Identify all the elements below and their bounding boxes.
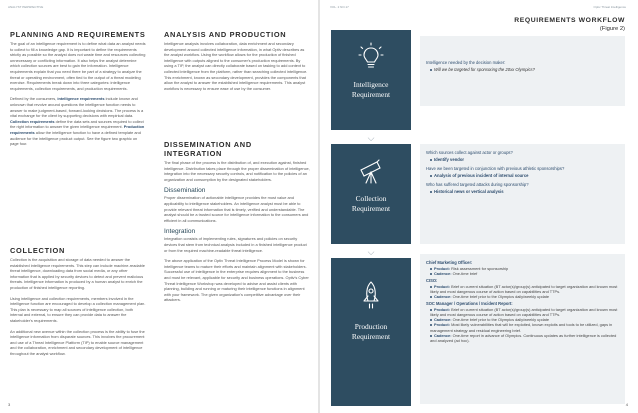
stage-2-label-line1: Collection (355, 194, 387, 203)
stage-1-label (331, 80, 411, 99)
key-term: Production requirements (10, 124, 145, 135)
row-key: Cadence: (434, 317, 452, 323)
production-panel (420, 254, 625, 404)
intel-question: Intelligence needed by the decision maker: (426, 60, 506, 65)
collection-answer-2 (426, 173, 619, 179)
row-value: One-time brief (452, 270, 478, 276)
bullet-icon (430, 273, 432, 275)
bullet-icon (430, 319, 432, 321)
lightbulb-icon (358, 42, 384, 72)
bullet-icon (430, 191, 432, 193)
brand-name: Optiv Threat Intelligence (593, 5, 626, 9)
rocket-icon (357, 280, 385, 312)
bullet-icon (430, 175, 432, 177)
stage-3-label-line1: Production (354, 322, 388, 331)
collection-answer-2-text: Analysis of previous incident of internal source (434, 173, 529, 178)
row-key: Cadence: (434, 332, 452, 338)
stage-collection-requirement (331, 144, 411, 244)
planning-paragraph-1: The goal of an intelligence requirement is to define what data an analyst needs to collect to fill a knowledge gap. It is important to define the requirements strictly as possible so the analyst does not waste time and resources collecting unnecessary or conflicting information. It also helps the analyst determine which collection sources are best to gain the information. Intelligence requirements explain that you need there be part of a strategy to analyze the threat or operating environment, often tied to the output of a threat modeling exercise. Requirements break down into three categories: intelligence requirements, collection requirements, and production requirements. (10, 41, 146, 91)
bullet-icon (430, 69, 432, 71)
collection-question-2: Have we been targeted in conjunction with previous athletic sponsorships? (426, 166, 565, 171)
bullet-icon (430, 286, 432, 288)
row-key: Product: (434, 283, 450, 289)
collection-panel (420, 144, 625, 244)
row-key: Product: (434, 322, 450, 328)
bullet-icon (430, 324, 432, 326)
chevron-down-icon: ⌵ (367, 247, 375, 257)
collection-answer-1-text: Identify vendor (434, 157, 465, 162)
chevron-down-icon: ⌵ (367, 133, 375, 143)
collection-question-3: Who has suffered targeted attacks during sponsorship? (426, 182, 529, 187)
bullet-icon (430, 296, 432, 298)
collection-paragraph-1: Collection is the acquisition and storage of data needed to answer the established intelligence requirements. This step can include machine-readable threat intelligence, downloading data from social media, or any other information that is applied by security devices to detect and prevent malicious threats. Intelligence information is produced by a human analyst to enrich the production of finished intelligence reporting. (10, 257, 145, 290)
row-value: One-time report in advance of Olympics. Continuous updates as further intelligence is collected and analyzed (ad hoc). (430, 332, 617, 344)
stage-1-label-line2: Requirement (351, 89, 391, 99)
analysis-section (164, 30, 310, 96)
dissemination-heading: DISSEMINATION AND INTEGRATION (164, 140, 252, 158)
left-page (0, 0, 318, 413)
collection-section (10, 246, 146, 362)
planning-section (10, 30, 146, 152)
workflow-title: REQUIREMENTS WORKFLOW (514, 17, 625, 24)
stage-2-label-line2: Requirement (351, 203, 391, 213)
dissemination-section (164, 140, 310, 308)
production-role-cmo: Chief Marketing Officer: (426, 260, 473, 265)
planning-paragraph-2: Defined by the consumers, intelligence requirements include known and unknown that revolve around questions the intelligence function needs to answer to make judgment-based, forward-looking decisions. The process is a vital exchange for the client by supporting decisions with empirical data. Collection requirements define the data sets and sources required to collect the right information to answer the given intelligence requirement. Production requirements allow the intelligence function to have a defined template and audience for the intelligence product output. See the figure two graphic on page four. (10, 96, 145, 147)
analysis-paragraph-1: Intelligence analysis involves collaboration, data enrichment and secondary development around collected intelligence information, in what Optiv describes as the analyst workflow. Using the workflow allows for the production of finished intelligence with outputs aligned to the consumer's production requirements. By using a TIP, the analyst can directly collaborate based on tasking to add context to collected intelligence from the platform, rather than searching collected intelligence. This enrichment, known as secondary development, provides the components that allow the analyst to answer the established intelligence requirements. This analyst workflow is necessary to ensure ease of use by the consumer. (164, 41, 308, 91)
collection-answer-3-text: Historical news or vertical analysis (434, 189, 504, 194)
production-role-ciso: CISO: (426, 278, 438, 283)
analysis-heading: ANALYSIS AND PRODUCTION (164, 30, 287, 39)
row-value: Most likely vulnerabilities that will be exploited, known exploits and tools to be utilized, gaps in management strategy and residual engineering brief. (430, 322, 613, 333)
dissemination-subheading: Dissemination (164, 187, 206, 195)
bullet-icon (430, 309, 432, 311)
collection-paragraph-2: Using intelligence and collection requirements, members involved in the intelligence function are encouraged to develop a collection management plan. This plan is necessary to map all sources of intelligence collection, both internal and external, to ensure they can provide data to answer the stakeholder's requirements. (10, 295, 146, 323)
row-value: Brief on current situation (BT actor(s)/group(s) anticipated to target organization and known most likely and most dangerous course of action based on capabilities and TTPs. (430, 283, 618, 294)
row-key: Product: (434, 265, 450, 271)
stage-intelligence-requirement (331, 30, 411, 130)
planning-heading: PLANNING AND REQUIREMENTS (10, 30, 146, 39)
row-value: Risk assessment for sponsorship (451, 265, 509, 271)
production-row (426, 322, 619, 332)
row-value: One-time brief prior to the Olympics daily/weekly update (452, 317, 550, 323)
collection-answer-3 (426, 189, 619, 195)
stage-3-label-line2: Requirement (351, 331, 391, 341)
right-running-head: VOL. 2 NO.17 (330, 5, 349, 9)
stage-3-label (331, 322, 411, 341)
production-row (426, 294, 619, 299)
bullet-icon (430, 335, 432, 337)
integration-paragraph-2: The above application of the Optiv Threat Intelligence Process Model is shown for intelligence teams to mature their efforts and maintain alignment with stakeholders. Successful use of intelligence in the enterprise requires alignment to the business and must be relevant, applicable for security and business operations. Optiv's Cyber Threat Intelligence Workshop was developed to advise and assist clients with planning, building and running or maturing their intelligence functions in alignment with your framework. The given organization's competitive advantage over their attackers. (164, 258, 309, 303)
collection-question-1: Which sources collect against actor or groups? (426, 150, 513, 155)
bullet-icon (430, 268, 432, 270)
production-role-soc: SOC Manager / Operations / Incident Report: (426, 301, 513, 307)
stage-2-label (331, 194, 411, 213)
intel-answer (426, 67, 619, 73)
bullet-icon (430, 159, 432, 161)
left-running-head: ANALYST PERSPECTIVE (8, 5, 44, 9)
stage-1-label-line1: Intelligence (353, 80, 389, 89)
key-term: Collection requirements (10, 118, 55, 124)
key-term: intelligence requirements (57, 96, 105, 102)
integration-paragraph-1: Integration consists of implementing rules, signatures and policies on security devices that stem from technical analysis included in a finished intelligence product or from the required machine-readable threat intelligence. (164, 236, 307, 253)
production-row (426, 271, 619, 276)
dissemination-text: Proper dissemination of actionable intelligence provides the most value and applicability to intelligence stakeholders. An intelligence analyst must be able to provide relevant threat information that is timely, verified and understandable. The analyst should be a trusted source for intelligence information to the consumers and efficient in all communications. (164, 195, 309, 223)
row-key: Cadence: (434, 294, 452, 299)
left-page-number: 3 (8, 402, 11, 407)
row-key: Product: (434, 306, 450, 312)
right-page-number: 4 (625, 402, 628, 407)
production-row (426, 307, 619, 317)
row-key: Cadence: (434, 270, 452, 276)
dissemination-intro: The final phase of the process is the distribution of, and execution against, finished intelligence. Distribution takes place through the proper dissemination of intelligence, integration into the necessary security controls, and notification to the policies of an organization and consumption by the designated stakeholders. (164, 160, 310, 182)
intel-answer-text: Will we be targeted for sponsoring the 20xx Olympics? (434, 67, 535, 72)
collection-heading: COLLECTION (10, 246, 66, 255)
workflow-title-block (514, 16, 625, 33)
integration-subheading: Integration (164, 228, 196, 236)
collection-paragraph-3: An additional new avenue within the collection process is the ability to fuse the intelligence information from disparate sources. This involves the procurement and use of a Threat Intelligence Platform (TIP) to enable source management and the collaboration, enrichment and secondary development of intelligence throughout the analyst workflow. (10, 328, 145, 356)
production-row (426, 333, 619, 343)
intelligence-panel (420, 36, 625, 106)
production-row (426, 284, 619, 294)
row-value: Brief on current situation (BT actor(s)/group(s) anticipated to target organization and known most likely and most dangerous course of action based on capabilities and TTPs. (430, 306, 618, 317)
row-value: One-time brief prior to the Olympics daily/weekly update (452, 294, 550, 299)
telescope-icon (357, 156, 385, 186)
right-page (320, 0, 638, 413)
collection-answer-1 (426, 157, 619, 163)
figure-label: (Figure 2) (599, 26, 625, 32)
stage-production-requirement (331, 258, 411, 406)
